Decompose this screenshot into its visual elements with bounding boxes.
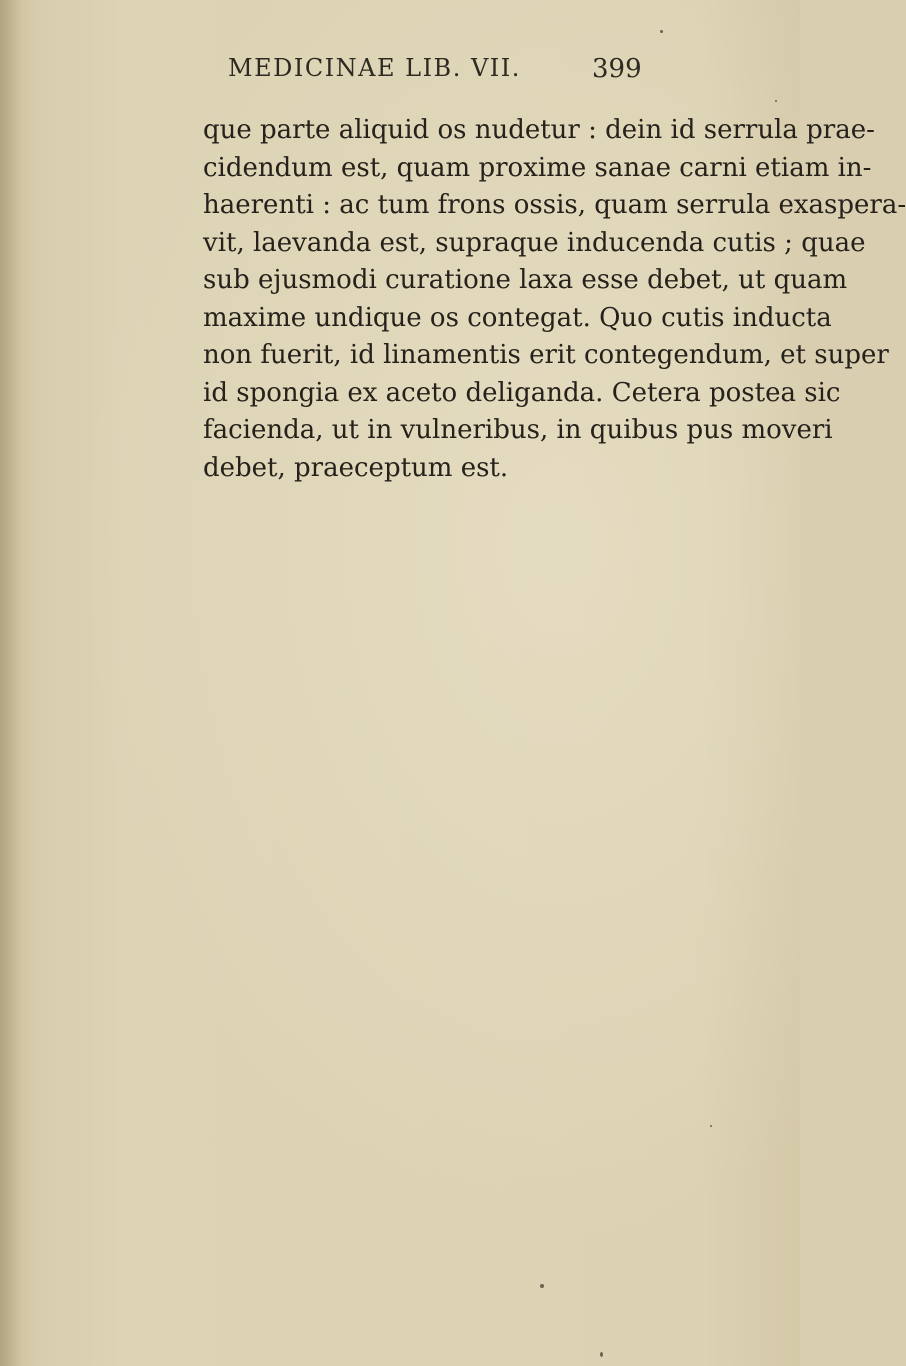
running-head-title: MEDICINAE LIB. VII.: [228, 54, 521, 82]
text-line: id spongia ex aceto deliganda. Cetera postea sic: [203, 377, 841, 408]
paper-speck: [710, 1125, 712, 1127]
text-line: debet, praeceptum est.: [203, 452, 509, 483]
text-line: haerenti : ac tum frons ossis, quam serrula exaspera-: [203, 190, 906, 220]
page-gutter-shadow: [0, 0, 22, 1366]
text-line: non fuerit, id linamentis erit contegendum, et super: [203, 340, 889, 370]
text-line: sub ejusmodi curatione laxa esse debet, ut quam: [203, 265, 848, 295]
page-number: 399: [592, 54, 642, 84]
text-line: facienda, ut in vulneribus, in quibus pus moveri: [203, 415, 833, 445]
body-paragraph: [203, 112, 906, 487]
running-head: [0, 54, 800, 94]
text-line: cidendum est, quam proxime sanae carni etiam in-: [203, 152, 872, 183]
paper-speck: [540, 1284, 544, 1288]
text-line: vit, laevanda est, supraque inducenda cutis ; quae: [203, 227, 866, 258]
text-line: maxime undique os contegat. Quo cutis inducta: [203, 302, 832, 333]
paper-speck: [775, 100, 777, 102]
paper-speck: [660, 30, 663, 33]
paper-speck: [600, 1352, 603, 1357]
text-line: que parte aliquid os nudetur : dein id serrula prae-: [203, 115, 875, 145]
